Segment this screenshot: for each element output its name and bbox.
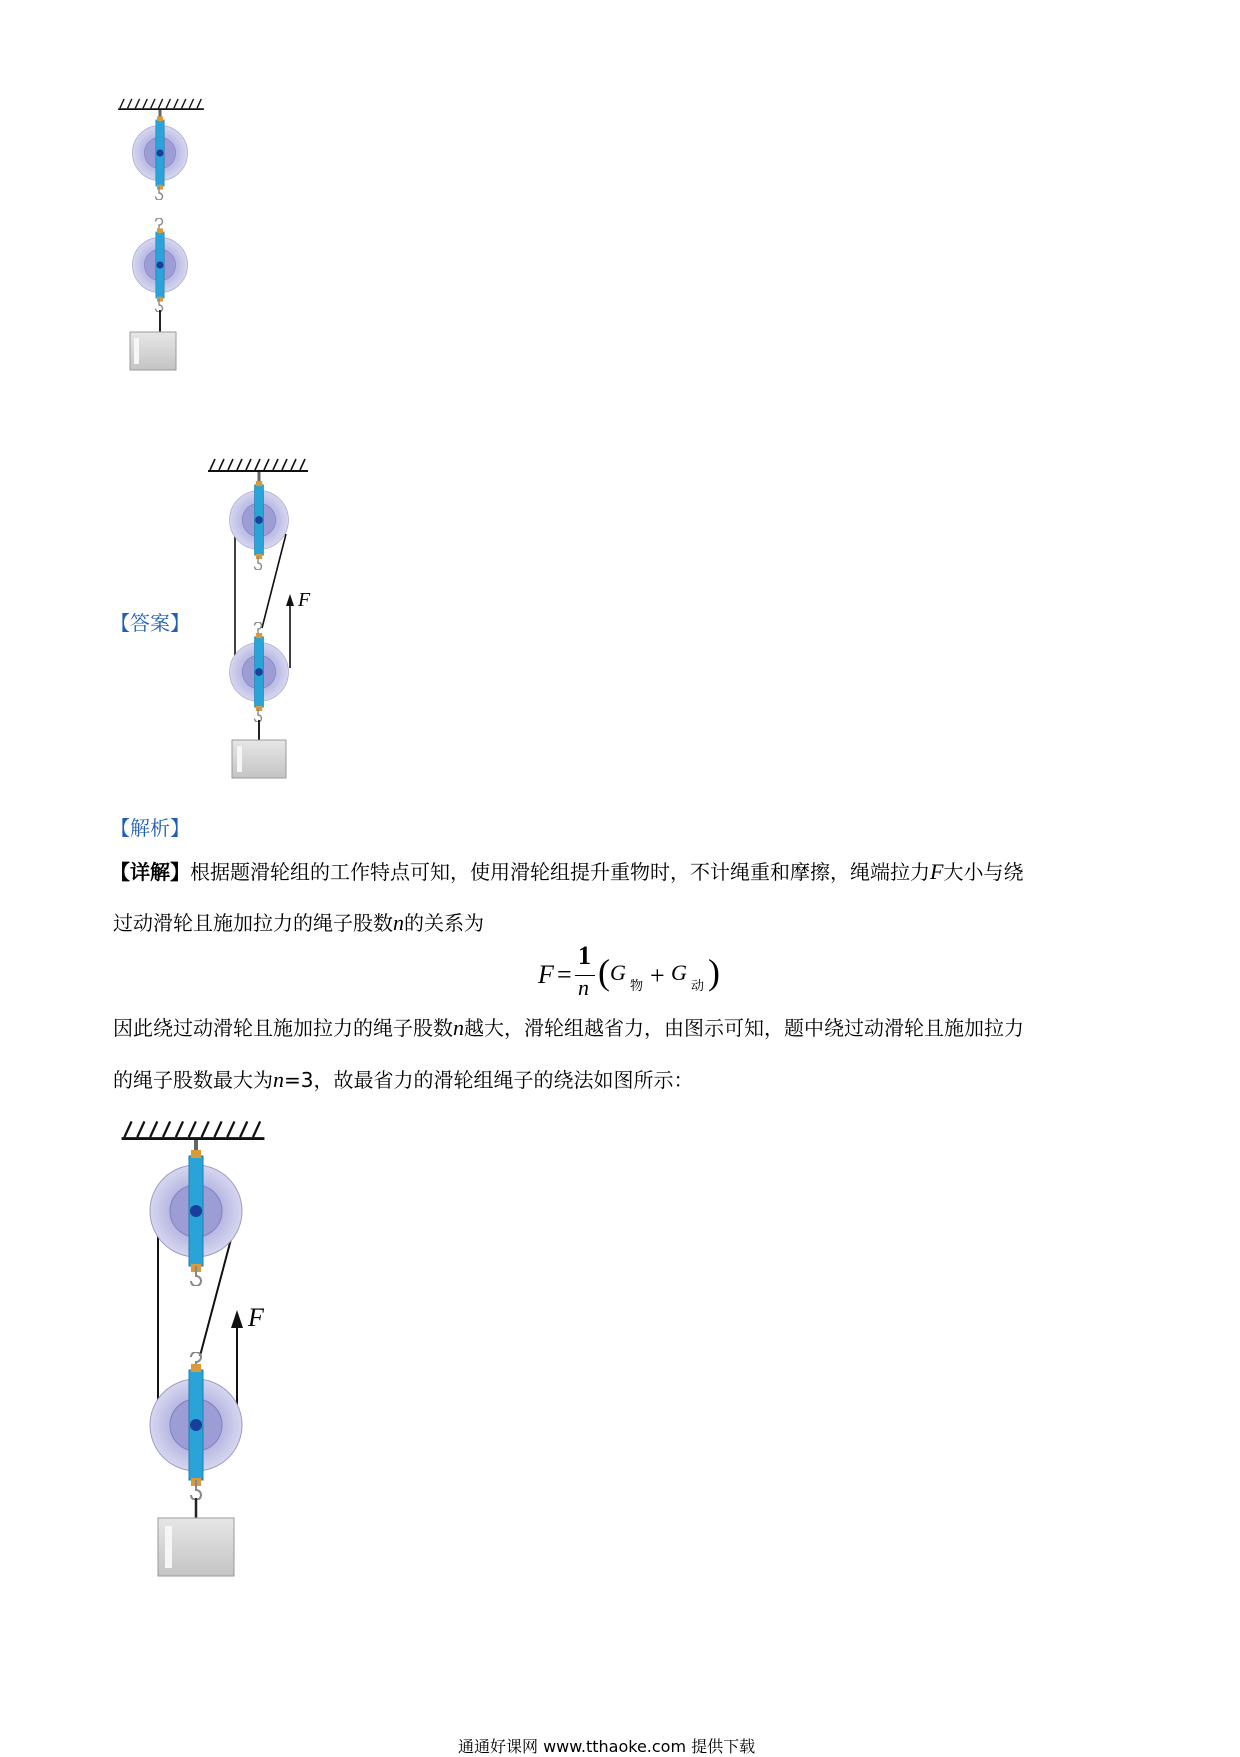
analysis-label: 【解析】	[110, 816, 190, 840]
fixed-pulley	[230, 481, 289, 559]
answer-pulley-figure	[200, 458, 330, 780]
fixed-pulley	[132, 116, 187, 189]
fixed-pulley	[150, 1150, 242, 1272]
question-pulley-figure	[110, 98, 220, 388]
force-label: F	[298, 589, 311, 611]
force-arrowhead	[286, 594, 294, 606]
conclusion-paragraph-line2: 的绳子股数最大为n=3，故最省力的滑轮组绳子的绕法如图所示：	[113, 1067, 694, 1092]
detail-label: 【详解】	[110, 860, 190, 884]
solution-pulley-figure	[110, 1120, 290, 1580]
movable-pulley	[150, 1364, 242, 1486]
movable-pulley	[230, 633, 289, 711]
answer-label: 【答案】	[110, 611, 190, 635]
force-arrowhead	[231, 1310, 243, 1328]
ceiling-hatch	[208, 459, 308, 471]
footer-text: 通通好课网 www.tthaoke.com 提供下载	[458, 1737, 756, 1756]
force-formula: F = 1 n ( G 物 + G 动 )	[538, 941, 720, 1000]
detail-paragraph-line2: 过动滑轮且施加拉力的绳子股数n的关系为	[113, 910, 484, 935]
ceiling-hatch	[118, 99, 204, 109]
ceiling-hatch	[122, 1121, 265, 1138]
force-label: F	[248, 1303, 264, 1332]
conclusion-paragraph-line1: 因此绕过动滑轮且施加拉力的绳子股数n越大，滑轮组越省力，由图示可知，题中绕过动滑轮且施加拉力	[113, 1015, 1024, 1040]
detail-paragraph-line1: 【详解】根据题滑轮组的工作特点可知，使用滑轮组提升重物时，不计绳重和摩擦，绳端拉力F大小与绕	[110, 859, 1024, 884]
movable-pulley	[132, 228, 187, 301]
